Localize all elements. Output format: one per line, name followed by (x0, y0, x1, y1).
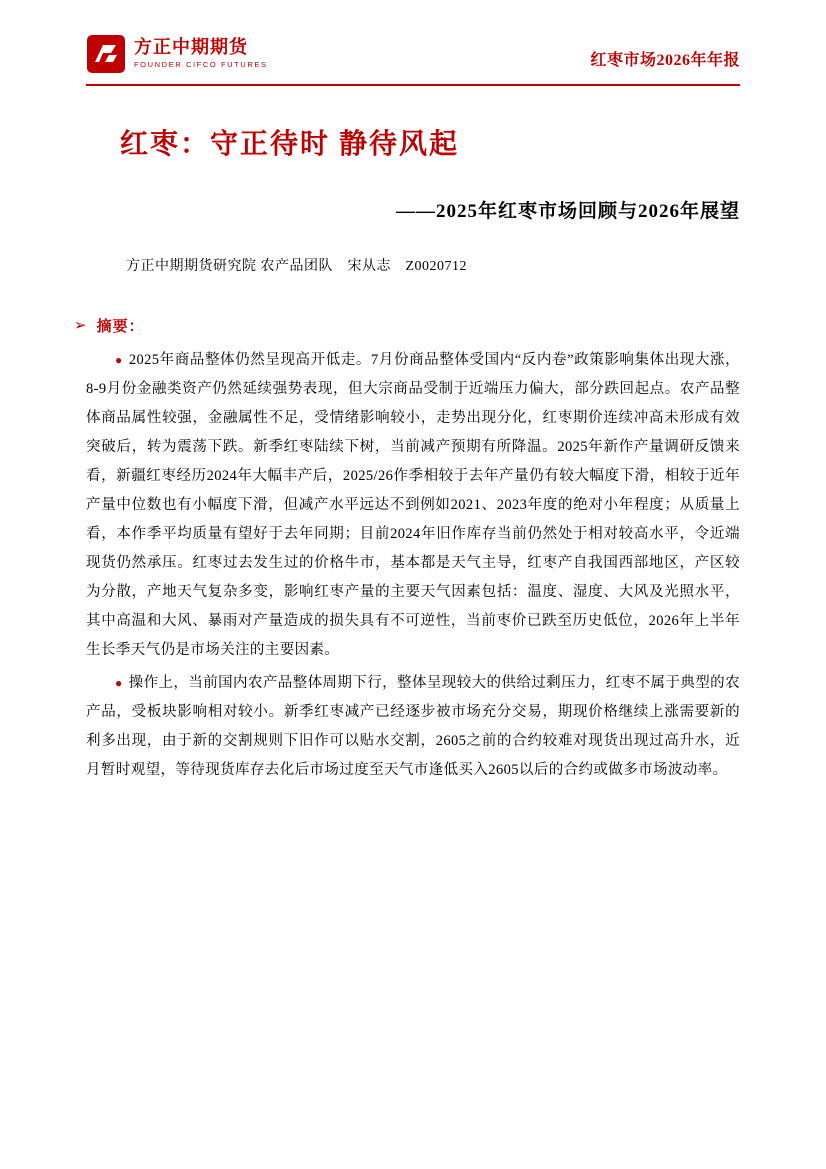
abstract-section-heading (74, 315, 740, 336)
report-subtitle: ——2025年红枣市场回顾与2026年展望 (395, 201, 740, 222)
brand-name-cn: 方正中期期货 (134, 37, 248, 58)
page-header (86, 34, 740, 86)
report-series-label: 红枣市场2026年年报 (590, 52, 740, 69)
abstract-paragraph-1 (86, 346, 740, 665)
arrow-marker-icon: ➢ (74, 316, 87, 334)
brand-name-en: FOUNDER CIFCO FUTURES (134, 60, 268, 70)
company-logo (86, 34, 268, 74)
bullet-icon: ● (115, 353, 123, 367)
brand-text (134, 38, 268, 69)
author-byline: 方正中期期货研究院 农产品团队 宋从志 Z0020712 (126, 259, 468, 274)
abstract-body (86, 346, 740, 785)
abstract-heading-label: 摘要： (96, 319, 145, 335)
abstract-paragraph-2-text: 操作上，当前国内农产品整体周期下行，整体呈现较大的供给过剩压力，红枣不属于典型的农产品，受板块影响相对较小。新季红枣减产已经逐步被市场充分交易，期现价格继续上涨需要新的利多出现，由于新的交割规则下旧作可以贴水交割，2605之前的合约较难对现货出现过高升水，近月暂时观望，等待现货库存去化后市场过度至天气市逢低买入2605以后的合约或做多市场波动率。 (86, 675, 740, 778)
bullet-icon: ● (115, 676, 123, 690)
abstract-paragraph-2 (86, 669, 740, 785)
report-title: 红枣：守正待时 静待风起 (120, 129, 460, 160)
founder-cifco-logo-icon (86, 34, 126, 74)
abstract-paragraph-1-text: 2025年商品整体仍然呈现高开低走。7月份商品整体受国内“反内卷”政策影响集体出现大涨，8-9月份金融类资产仍然延续强势表现，但大宗商品受制于近端压力偏大，部分跌回起点。农产品整体商品属性较强，金融属性不足，受情绪影响较小，走势出现分化，红枣期价连续冲高未形成有效突破后，转为震荡下跌。新季红枣陆续下树，当前减产预期有所降温。2025年新作产量调研反馈来看，新疆红枣经历2024年大幅丰产后，2025/26作季相较于去年产量仍有较大幅度下滑，相较于近年产量中位数也有小幅度下滑，但减产水平远达不到例如2021、2023年度的绝对小年程度；从质量上看，本作季平均质量有望好于去年同期；目前2024年旧作库存当前仍然处于相对较高水平，令近端现货仍然承压。红枣过去发生过的价格牛市，基本都是天气主导，红枣产自我国西部地区，产区较为分散，产地天气复杂多变，影响红枣产量的主要天气因素包括：温度、湿度、大风及光照水平，其中高温和大风、暴雨对产量造成的损失具有不可逆性，当前枣价已跌至历史低位，2026年上半年生长季天气仍是市场关注的主要因素。 (86, 352, 741, 658)
